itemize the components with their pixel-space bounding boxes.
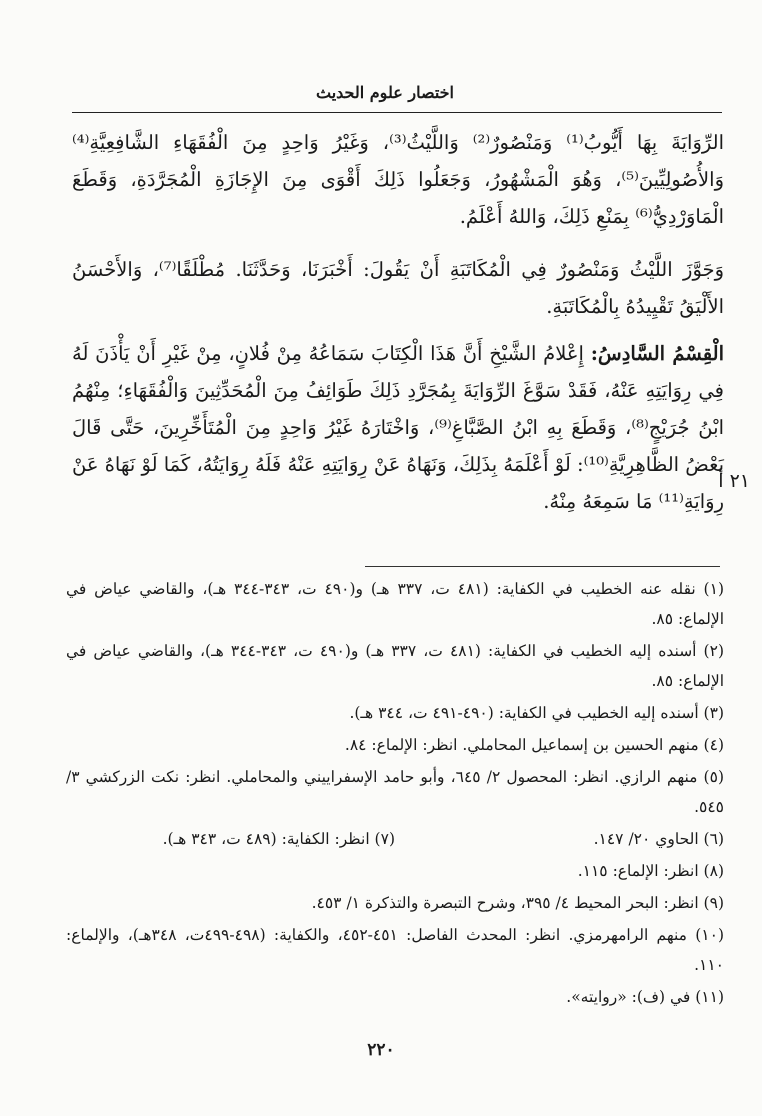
footnotes	[66, 574, 724, 1014]
footnote: (١١) في (ف): «روايته».	[566, 988, 724, 1006]
page-number: ٢٢٠	[367, 1040, 395, 1060]
footnote: (٩) انظر: البحر المحيط ٤/ ٣٩٥، وشرح التبصرة والتذكرة ١/ ٤٥٣.	[311, 894, 724, 912]
footnote: (٥) منهم الرازي. انظر: المحصول ٢/ ٦٤٥، وأبو حامد الإسفراييني والمحاملي. انظر: نكت الزركشي ٣/ ٥٤٥.	[66, 768, 724, 816]
footnote: (١) نقله عنه الخطيب في الكفاية: (٤٨١ ت، ٣٣٧ هـ) و(٤٩٠ ت، ٣٤٣-٣٤٤ هـ)، والقاضي عياض في الإلماع: ٨٥.	[66, 580, 724, 628]
header-rule	[72, 112, 722, 113]
footnote: (٦) الحاوي ٢٠/ ١٤٧.	[593, 830, 724, 848]
footnote: (٤) منهم الحسين بن إسماعيل المحاملي. انظر: الإلماع: ٨٤.	[344, 736, 724, 754]
running-head: اختصار علوم الحديث	[315, 83, 454, 102]
section-title: الْقِسْمُ السَّادِسُ:	[590, 342, 725, 365]
section-paragraph	[72, 335, 724, 520]
footnote: (٢) أسنده إليه الخطيب في الكفاية: (٤٨١ ت، ٣٣٧ هـ) و(٤٩٠ ت، ٣٤٣-٣٤٤ هـ)، والقاضي عياض في الإلماع: ٨٥.	[66, 642, 724, 690]
footnote: (٨) انظر: الإلماع: ١١٥.	[577, 862, 724, 880]
main-text	[72, 124, 724, 530]
footnote-pair	[66, 824, 724, 854]
footnote-rule	[365, 566, 720, 567]
paragraph-2: وَجَوَّزَ اللَّيْثُ وَمَنْصُورٌ فِي الْمُكَاتَبَةِ أَنْ يَقُولَ: أَخْبَرَنَا، وَحَدَّثَنَا. مُطْلَقًا⁽⁷⁾، وَالأَحْسَنُ الأَلْيَقُ تَقْيِيدُهُ بِالْمُكَاتَبَةِ.	[72, 258, 724, 318]
footnote: (٣) أسنده إليه الخطيب في الكفاية: (٤٩٠-٤٩١ ت، ٣٤٤ هـ).	[349, 704, 724, 722]
paragraph-1: الرِّوَايَةَ بِهَا أَيُّوبُ⁽¹⁾ وَمَنْصُورٌ⁽²⁾ وَاللَّيْثُ⁽³⁾، وَغَيْرُ وَاحِدٍ مِنَ الْفُقَهَاءِ الشَّافِعِيَّةِ⁽⁴⁾ وَالأُصُولِيِّينَ⁽⁵⁾، وَهُوَ الْمَشْهُورُ، وَجَعَلُوا ذَلِكَ أَقْوَى مِنَ الإِجَازَةِ الْمُجَرَّدَةِ، وَقَطَعَ الْمَاوَرْدِيُّ⁽⁶⁾ بِمَنْعِ ذَلِكَ، وَاللهُ أَعْلَمُ.	[72, 131, 724, 228]
footnote: (٧) انظر: الكفاية: (٤٨٩ ت، ٣٤٣ هـ).	[162, 830, 395, 848]
section-text: إِعْلامُ الشَّيْخِ أَنَّ هَذَا الْكِتَابَ سَمَاعُهُ مِنْ فُلانٍ، مِنْ غَيْرِ أَنْ يَأْذَنَ لَهُ فِي رِوَايَتِهِ عَنْهُ، فَقَدْ سَوَّغَ الرِّوَايَةَ بِمُجَرَّدِ ذَلِكَ طَوَائِفُ مِنَ الْمُحَدِّثِينَ وَالْفُقَهَاءِ؛ مِنْهُمُ ابْنُ جُرَيْجٍ⁽⁸⁾، وَقَطَعَ بِهِ ابْنُ الصَّبَّاغِ⁽⁹⁾، وَاخْتَارَهُ غَيْرُ وَاحِدٍ مِنَ الْمُتَأَخِّرِينَ، حَتَّى قَالَ بَعْضُ الظَّاهِرِيَّةِ⁽¹⁰⁾: لَوْ أَعْلَمَهُ بِذَلِكَ، وَنَهَاهُ عَنْ رِوَايَتِهِ عَنْهُ فَلَهُ رِوَايَتُهُ، كَمَا لَوْ نَهَاهُ عَنْ رِوَايَةِ⁽¹¹⁾ مَا سَمِعَهُ مِنْهُ.	[72, 342, 725, 513]
margin-folio-note: ٢١ أ	[718, 470, 750, 492]
footnote: (١٠) منهم الرامهرمزي. انظر: المحدث الفاصل: ٤٥١-٤٥٢، والكفاية: (٤٩٨-٤٩٩ت، ٣٤٨هـ)، والإلماع: ١١٠.	[66, 926, 725, 974]
